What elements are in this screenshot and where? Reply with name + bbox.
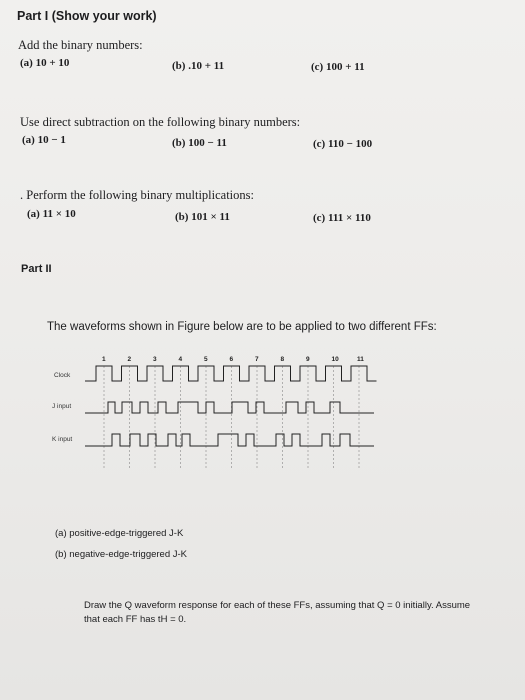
waveform-figure <box>48 350 388 475</box>
clock-number-11: 11 <box>357 356 364 363</box>
clock-number-10: 10 <box>331 356 339 363</box>
instruction-line1: Draw the Q waveform response for each of these FFs, assuming that Q = 0 initially. Assume <box>84 600 471 611</box>
add-problem-c: (c) 100 + 11 <box>311 61 365 73</box>
mul-problem-b: (b) 101 × 11 <box>175 211 230 223</box>
signal-label-clock: Clock <box>54 372 71 379</box>
clock-number-9: 9 <box>306 356 310 363</box>
instruction-line2: that each FF has tH = 0. <box>84 614 187 625</box>
part1-heading: Part I (Show your work) <box>17 9 157 23</box>
mul-title: . Perform the following binary multiplications: <box>20 188 254 202</box>
part2-intro: The waveforms shown in Figure below are to be applied to two different FFs: <box>47 321 437 333</box>
sub-problem-c: (c) 110 − 100 <box>313 138 373 150</box>
add-title: Add the binary numbers: <box>18 38 143 52</box>
clock-number-8: 8 <box>280 356 285 363</box>
clock-number-5: 5 <box>204 356 208 363</box>
signal-label-k: K input <box>52 436 73 443</box>
sub-title: Use direct subtraction on the following binary numbers: <box>20 115 301 129</box>
add-problem-a: (a) 10 + 10 <box>20 57 70 69</box>
sub-problem-a: (a) 10 − 1 <box>22 134 66 146</box>
clock-number-6: 6 <box>229 356 234 363</box>
k-input-waveform <box>85 434 374 446</box>
clock-number-labels <box>102 356 364 363</box>
clock-number-3: 3 <box>153 356 157 363</box>
clock-number-4: 4 <box>178 356 183 363</box>
add-problem-b: (b) .10 + 11 <box>172 60 225 72</box>
sub-problem-b: (b) 100 − 11 <box>172 137 227 149</box>
j-input-waveform <box>85 402 374 413</box>
mul-problem-c: (c) 111 × 110 <box>313 212 371 224</box>
option-a: (a) positive-edge-triggered J-K <box>55 528 184 539</box>
clock-waveform <box>85 366 377 381</box>
clock-number-1: 1 <box>102 356 106 363</box>
option-b: (b) negative-edge-triggered J-K <box>55 549 188 560</box>
clock-number-2: 2 <box>127 356 132 363</box>
part2-heading: Part II <box>21 263 52 275</box>
mul-problem-a: (a) 11 × 10 <box>27 208 76 220</box>
clock-number-7: 7 <box>255 356 259 363</box>
signal-label-j: J input <box>52 403 72 410</box>
